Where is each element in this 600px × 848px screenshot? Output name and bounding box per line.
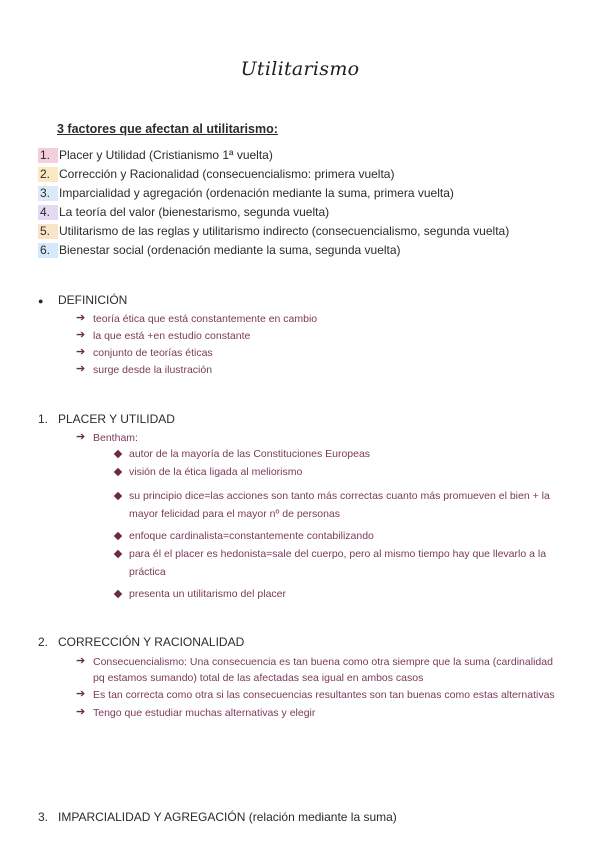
list-number: 1. [38, 148, 58, 163]
list-text: Corrección y Racionalidad (consecuencialismo: primera vuelta) [59, 167, 395, 181]
bentham-point: enfoque cardinalista=constantemente contabilizando [129, 530, 374, 542]
correccion-point: Es tan correcta como otra si las consecuencias resultantes son tan buenas como estas alternativas [93, 689, 555, 701]
bentham-point: autor de la mayoría de las Constituciones Europeas [129, 448, 371, 460]
diamond-bullet-icon [114, 492, 122, 500]
diamond-bullet-icon [114, 450, 122, 458]
list-item [38, 203, 509, 222]
bentham-point: visión de la ética ligada al meliorismo [129, 466, 303, 478]
arrow-right-icon: ➔ [76, 655, 86, 667]
section-title: IMPARCIALIDAD Y AGREGACIÓN [58, 810, 246, 824]
arrow-right-icon: ➔ [76, 431, 86, 443]
factors-list [38, 146, 509, 260]
list-item [38, 184, 509, 203]
bentham-point: presenta un utilitarismo del placer [129, 588, 286, 600]
section-imparcialidad-heading [38, 810, 397, 824]
correccion-point: Consecuencialismo: Una consecuencia es tan buena como otra siempre que la suma (cardinalidad [93, 656, 553, 668]
section-note: (relación mediante la suma) [248, 810, 397, 824]
section-title: PLACER Y UTILIDAD [58, 412, 175, 426]
list-text: Utilitarismo de las reglas y utilitarismo indirecto (consecuencialismo, segunda vuelta) [59, 224, 510, 238]
diamond-bullet-icon [114, 590, 122, 598]
definition-item: teoría ética que está constantemente en cambio [93, 313, 318, 325]
list-number: 6. [38, 243, 58, 258]
correccion-point-cont: pq estamos sumando) total de las afectadas sea igual en ambos casos [93, 672, 424, 684]
bullet-icon: ● [38, 296, 44, 306]
arrow-right-icon: ➔ [76, 346, 86, 358]
page-title: Utilitarismo [240, 58, 360, 80]
definition-item: la que está +en estudio constante [93, 330, 251, 342]
list-item [38, 241, 509, 260]
bentham-point: su principio dice=las acciones son tanto más correctas cuanto más promueven el bien + la [129, 490, 550, 502]
definition-item: conjunto de teorías éticas [93, 347, 213, 359]
arrow-right-icon: ➔ [76, 329, 86, 341]
author-label: Bentham: [93, 432, 138, 444]
diamond-bullet-icon [114, 468, 122, 476]
list-item [38, 165, 509, 184]
section-correccion-heading [38, 635, 244, 649]
section-number: 3. [38, 810, 49, 824]
list-number: 5. [38, 224, 58, 239]
diamond-bullet-icon [114, 550, 122, 558]
factors-subheading: 3 factores que afectan al utilitarismo: [57, 122, 278, 136]
bentham-point: para él el placer es hedonista=sale del cuerpo, pero al mismo tiempo hay que llevarlo a la [129, 548, 547, 560]
list-number: 2. [38, 167, 58, 182]
section-title: CORRECCIÓN Y RACIONALIDAD [58, 635, 245, 649]
list-text: La teoría del valor (bienestarismo, segunda vuelta) [59, 205, 330, 219]
arrow-right-icon: ➔ [76, 688, 86, 700]
list-text: Placer y Utilidad (Cristianismo 1ª vuelta) [59, 148, 273, 162]
correccion-point: Tengo que estudiar muchas alternativas y elegir [93, 707, 316, 719]
section-number: 2. [38, 635, 49, 649]
section-placer-heading [38, 412, 175, 426]
list-item [38, 222, 509, 241]
bentham-point-cont: práctica [129, 566, 166, 578]
list-text: Imparcialidad y agregación (ordenación mediante la suma, primera vuelta) [59, 186, 454, 200]
list-number: 4. [38, 205, 58, 220]
definition-item: surge desde la ilustración [93, 364, 213, 376]
list-item [38, 146, 509, 165]
diamond-bullet-icon [114, 532, 122, 540]
arrow-right-icon: ➔ [76, 363, 86, 375]
list-text: Bienestar social (ordenación mediante la suma, segunda vuelta) [59, 243, 401, 257]
arrow-right-icon: ➔ [76, 706, 86, 718]
section-definicion-heading [38, 293, 127, 307]
arrow-right-icon: ➔ [76, 312, 86, 324]
bentham-point-cont: mayor felicidad para el mayor nº de personas [129, 508, 341, 520]
section-title: DEFINICIÓN [58, 293, 128, 307]
list-number: 3. [38, 186, 58, 201]
section-number: 1. [38, 412, 49, 426]
